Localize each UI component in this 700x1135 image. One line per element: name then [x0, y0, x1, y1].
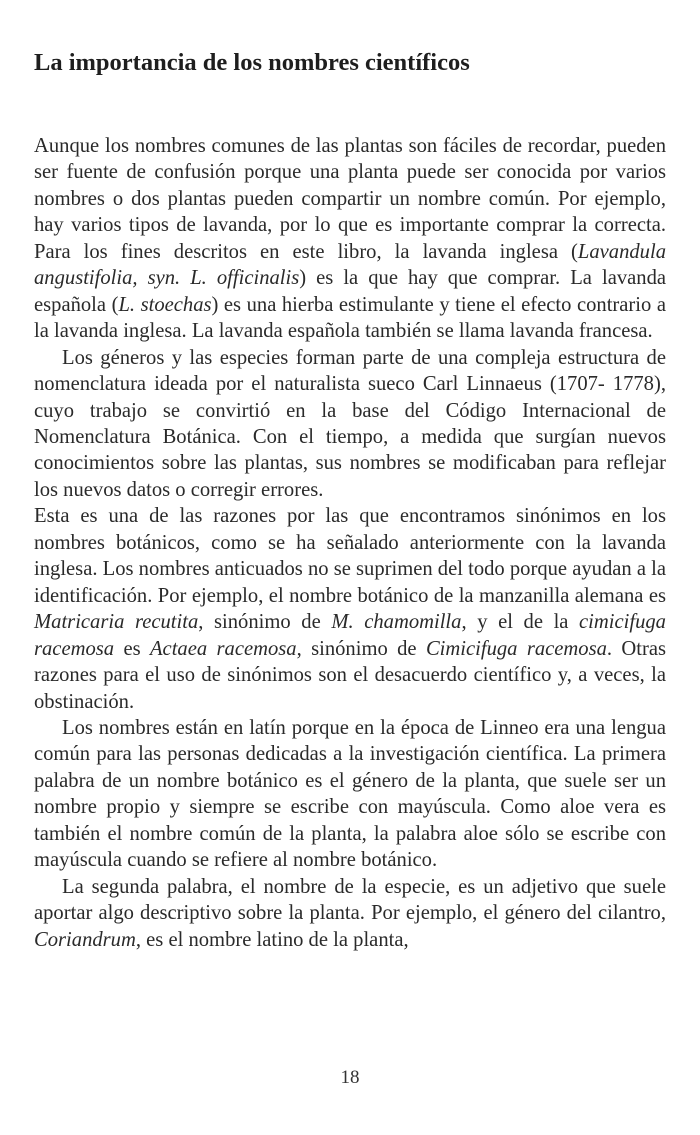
text-run: , y el de la	[461, 611, 580, 634]
text-run: Esta es una de las razones por las que encontramos sinónimos en los nombres botánicos, como se ha señalado anteriormente con la lavanda inglesa. Los nombres anticuados no se suprimen del todo porque ayudan a la identificación. Por ejemplo, el nombre botánico de la manzanilla alemana es	[34, 505, 666, 607]
text-run: es	[114, 637, 150, 660]
body-text	[34, 133, 666, 953]
paragraph-4	[34, 715, 666, 874]
text-run: ) es una hierba estimulante y tiene el efecto contrario a la lavanda inglesa. La lavanda española también se llama lavanda francesa.	[34, 293, 666, 343]
page-title: La importancia de los nombres científicos	[34, 49, 470, 76]
text-run: , sinónimo de	[296, 637, 426, 660]
text-run: ) es la que hay que comprar. La lavanda española (	[34, 267, 667, 316]
text-run: Los nombres están en latín porque en la época de Linneo era una lengua común para las personas dedicadas a la investigación científica. La primera palabra de un nombre botánico es el género de la planta, que suele ser un nombre propio y siempre se escribe con mayúscula. Como aloe vera es también el nombre común de la planta, la palabra aloe sólo se escribe con mayúscula cuando se refiere al nombre botánico.	[34, 716, 666, 872]
text-run: , es el nombre latino de la planta,	[135, 928, 409, 951]
italic-term: cimicifuga racemosa	[34, 611, 666, 660]
italic-term: Actaea racemosa	[149, 637, 297, 660]
paragraph-5	[34, 874, 666, 953]
italic-term: Matricaria recutita	[34, 611, 199, 634]
italic-term: Cimicifuga racemosa	[425, 637, 607, 660]
italic-term: Coriandrum	[34, 928, 136, 951]
paragraph-1	[34, 133, 666, 345]
text-run: , sinónimo de	[198, 611, 332, 634]
text-run: Aunque los nombres comunes de las plantas son fáciles de recordar, pueden ser fuente de confusión porque una planta puede ser conocida por varios nombres o dos plantas pueden compartir un nombre común. Por ejemplo, hay varios tipos de lavanda, por lo que es importante comprar la correcta. Para los fines descritos en este libro, la lavanda inglesa (	[34, 135, 666, 263]
text-run: La segunda palabra, el nombre de la especie, es un adjetivo que suele aportar algo descriptivo sobre la planta. Por ejemplo, el género del cilantro,	[34, 875, 666, 925]
text-run: Los géneros y las especies forman parte de una compleja estructura de nomenclatura ideada por el naturalista sueco Carl Linnaeus (1707- 1778), cuyo trabajo se convirtió en la base del Código Internacional de Nomenclatura Botánica. Con el tiempo, a medida que surgían nuevos conocimientos sobre las plantas, sus nombres se modificaban para reflejar los nuevos datos o corregir errores.	[34, 346, 666, 501]
italic-term: M. chamomilla	[331, 611, 462, 634]
paragraph-2	[34, 345, 666, 504]
page-number: 18	[340, 1067, 360, 1088]
italic-term: L. stoechas	[118, 293, 212, 316]
text-run: . Otras razones para el uso de sinónimos son el desacuerdo científico y, a veces, la obstinación.	[34, 637, 667, 713]
italic-term: Lavandula angustifolia, syn. L. officinalis	[34, 240, 666, 290]
paragraph-3	[34, 503, 666, 715]
